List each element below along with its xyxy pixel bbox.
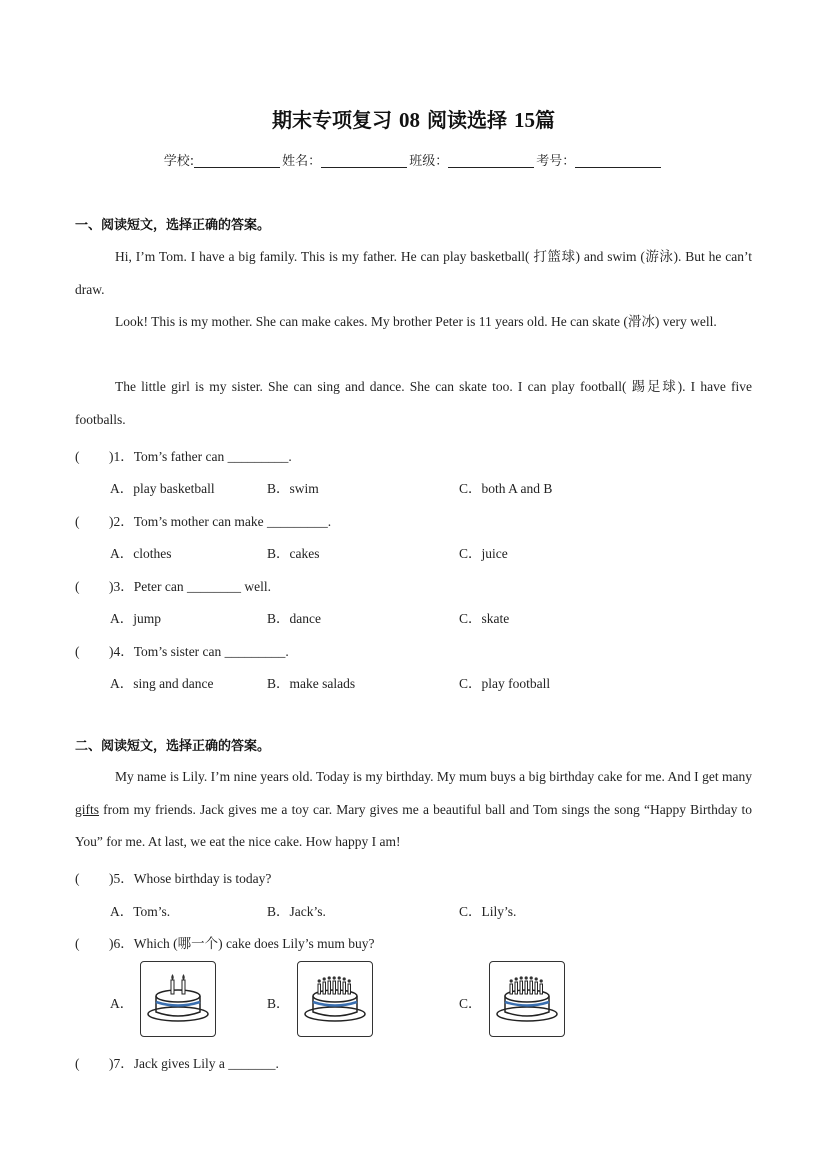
option-c: C．play football [459, 676, 551, 691]
question-3 [75, 575, 271, 595]
answer-paren[interactable]: ( [75, 514, 80, 529]
section1-paragraph-1 [75, 241, 752, 306]
cake-two-candles-picture[interactable] [140, 961, 216, 1037]
name-field[interactable] [321, 153, 407, 168]
title-suffix: 篇 [534, 108, 555, 132]
question-text: )2．Tom’s mother can make _________. [109, 514, 332, 529]
option-a: A．play basketball [110, 481, 215, 496]
option-a: A．Tom’s. [110, 904, 171, 919]
answer-paren[interactable]: ( [75, 936, 80, 951]
option-a-label: A． [110, 996, 134, 1011]
option-c-label: C． [459, 996, 482, 1011]
school-field[interactable] [194, 153, 280, 168]
question-text: )7．Jack gives Lily a _______. [109, 1056, 279, 1071]
title-count: 15 [513, 108, 535, 132]
question-6 [75, 932, 374, 952]
paragraph-text: Hi, I’m Tom. I have a big family. This is my father. He can play basketball( 打篮球) and swim (游泳). But he can’t draw. [75, 249, 752, 297]
school-label: 学校: [163, 154, 195, 169]
answer-paren[interactable]: ( [75, 579, 80, 594]
option-b: B．make salads [267, 676, 356, 691]
exam-no-field[interactable] [575, 153, 661, 168]
answer-paren[interactable]: ( [75, 644, 80, 659]
section1-paragraph-2 [75, 306, 752, 339]
option-a: A．sing and dance [110, 676, 214, 691]
cake-icon [141, 962, 215, 1036]
cake-many-candles-picture[interactable] [297, 961, 373, 1037]
section1-paragraph-3 [75, 371, 752, 436]
option-a: A．jump [110, 611, 162, 626]
cake-many-candles-picture-2[interactable] [489, 961, 565, 1037]
class-field[interactable] [448, 153, 534, 168]
title-number: 08 [399, 108, 421, 132]
option-c: C．Lily’s. [459, 904, 517, 919]
class-label: 班级： [409, 154, 449, 169]
answer-paren[interactable]: ( [75, 871, 80, 886]
option-c: C．juice [459, 546, 508, 561]
page-title [0, 104, 827, 133]
question-text: )1．Tom’s father can _________. [109, 449, 292, 464]
answer-paren[interactable]: ( [75, 449, 80, 464]
title-prefix: 期末专项复习 [272, 108, 393, 132]
question-5 [75, 867, 271, 887]
title-middle: 阅读选择 [426, 108, 507, 132]
cake-icon [490, 962, 564, 1036]
section1-heading: 一、阅读短文，选择正确的答案。 [75, 218, 271, 233]
question-1 [75, 445, 292, 465]
question-7 [75, 1052, 279, 1072]
section2-paragraph [75, 761, 752, 859]
answer-paren[interactable]: ( [75, 1056, 80, 1071]
option-b: B．cakes [267, 546, 320, 561]
student-info-line [0, 150, 827, 169]
question-text: )4．Tom’s sister can _________. [109, 644, 289, 659]
paragraph-text: My name is Lily. I’m nine years old. Today is my birthday. My mum buys a big birthday cake for me. And I get many [115, 769, 752, 784]
paragraph-text: The little girl is my sister. She can sing and dance. She can skate too. I can play football( 踢足球). I have five footballs. [75, 379, 752, 427]
option-b: B．Jack’s. [267, 904, 326, 919]
question-2 [75, 510, 331, 530]
underlined-word: gifts [75, 801, 100, 817]
question-text: )5．Whose birthday is today? [109, 871, 272, 886]
cake-icon [298, 962, 372, 1036]
option-c: C．both A and B [459, 481, 553, 496]
exam-no-label: 考号： [536, 154, 576, 169]
option-b: B．swim [267, 481, 319, 496]
question-text: )6．Which (哪一个) cake does Lily’s mum buy? [109, 936, 375, 951]
paragraph-text: from my friends. Jack gives me a toy car. Mary gives me a beautiful ball and Tom sings the song “Happy Birthday to You” for me. At last, we eat the nice cake. How happy I am! [75, 801, 752, 849]
option-b: B．dance [267, 611, 321, 626]
option-c: C．skate [459, 611, 510, 626]
question-text: )3．Peter can ________ well. [109, 579, 271, 594]
option-a: A．clothes [110, 546, 172, 561]
name-label: 姓名： [282, 154, 322, 169]
option-b-label: B． [267, 996, 290, 1011]
section2-heading: 二、阅读短文，选择正确的答案。 [75, 739, 271, 754]
paragraph-text: Look! This is my mother. She can make cakes. My brother Peter is 11 years old. He can skate (滑冰) very well. [115, 314, 717, 329]
question-4 [75, 640, 289, 660]
